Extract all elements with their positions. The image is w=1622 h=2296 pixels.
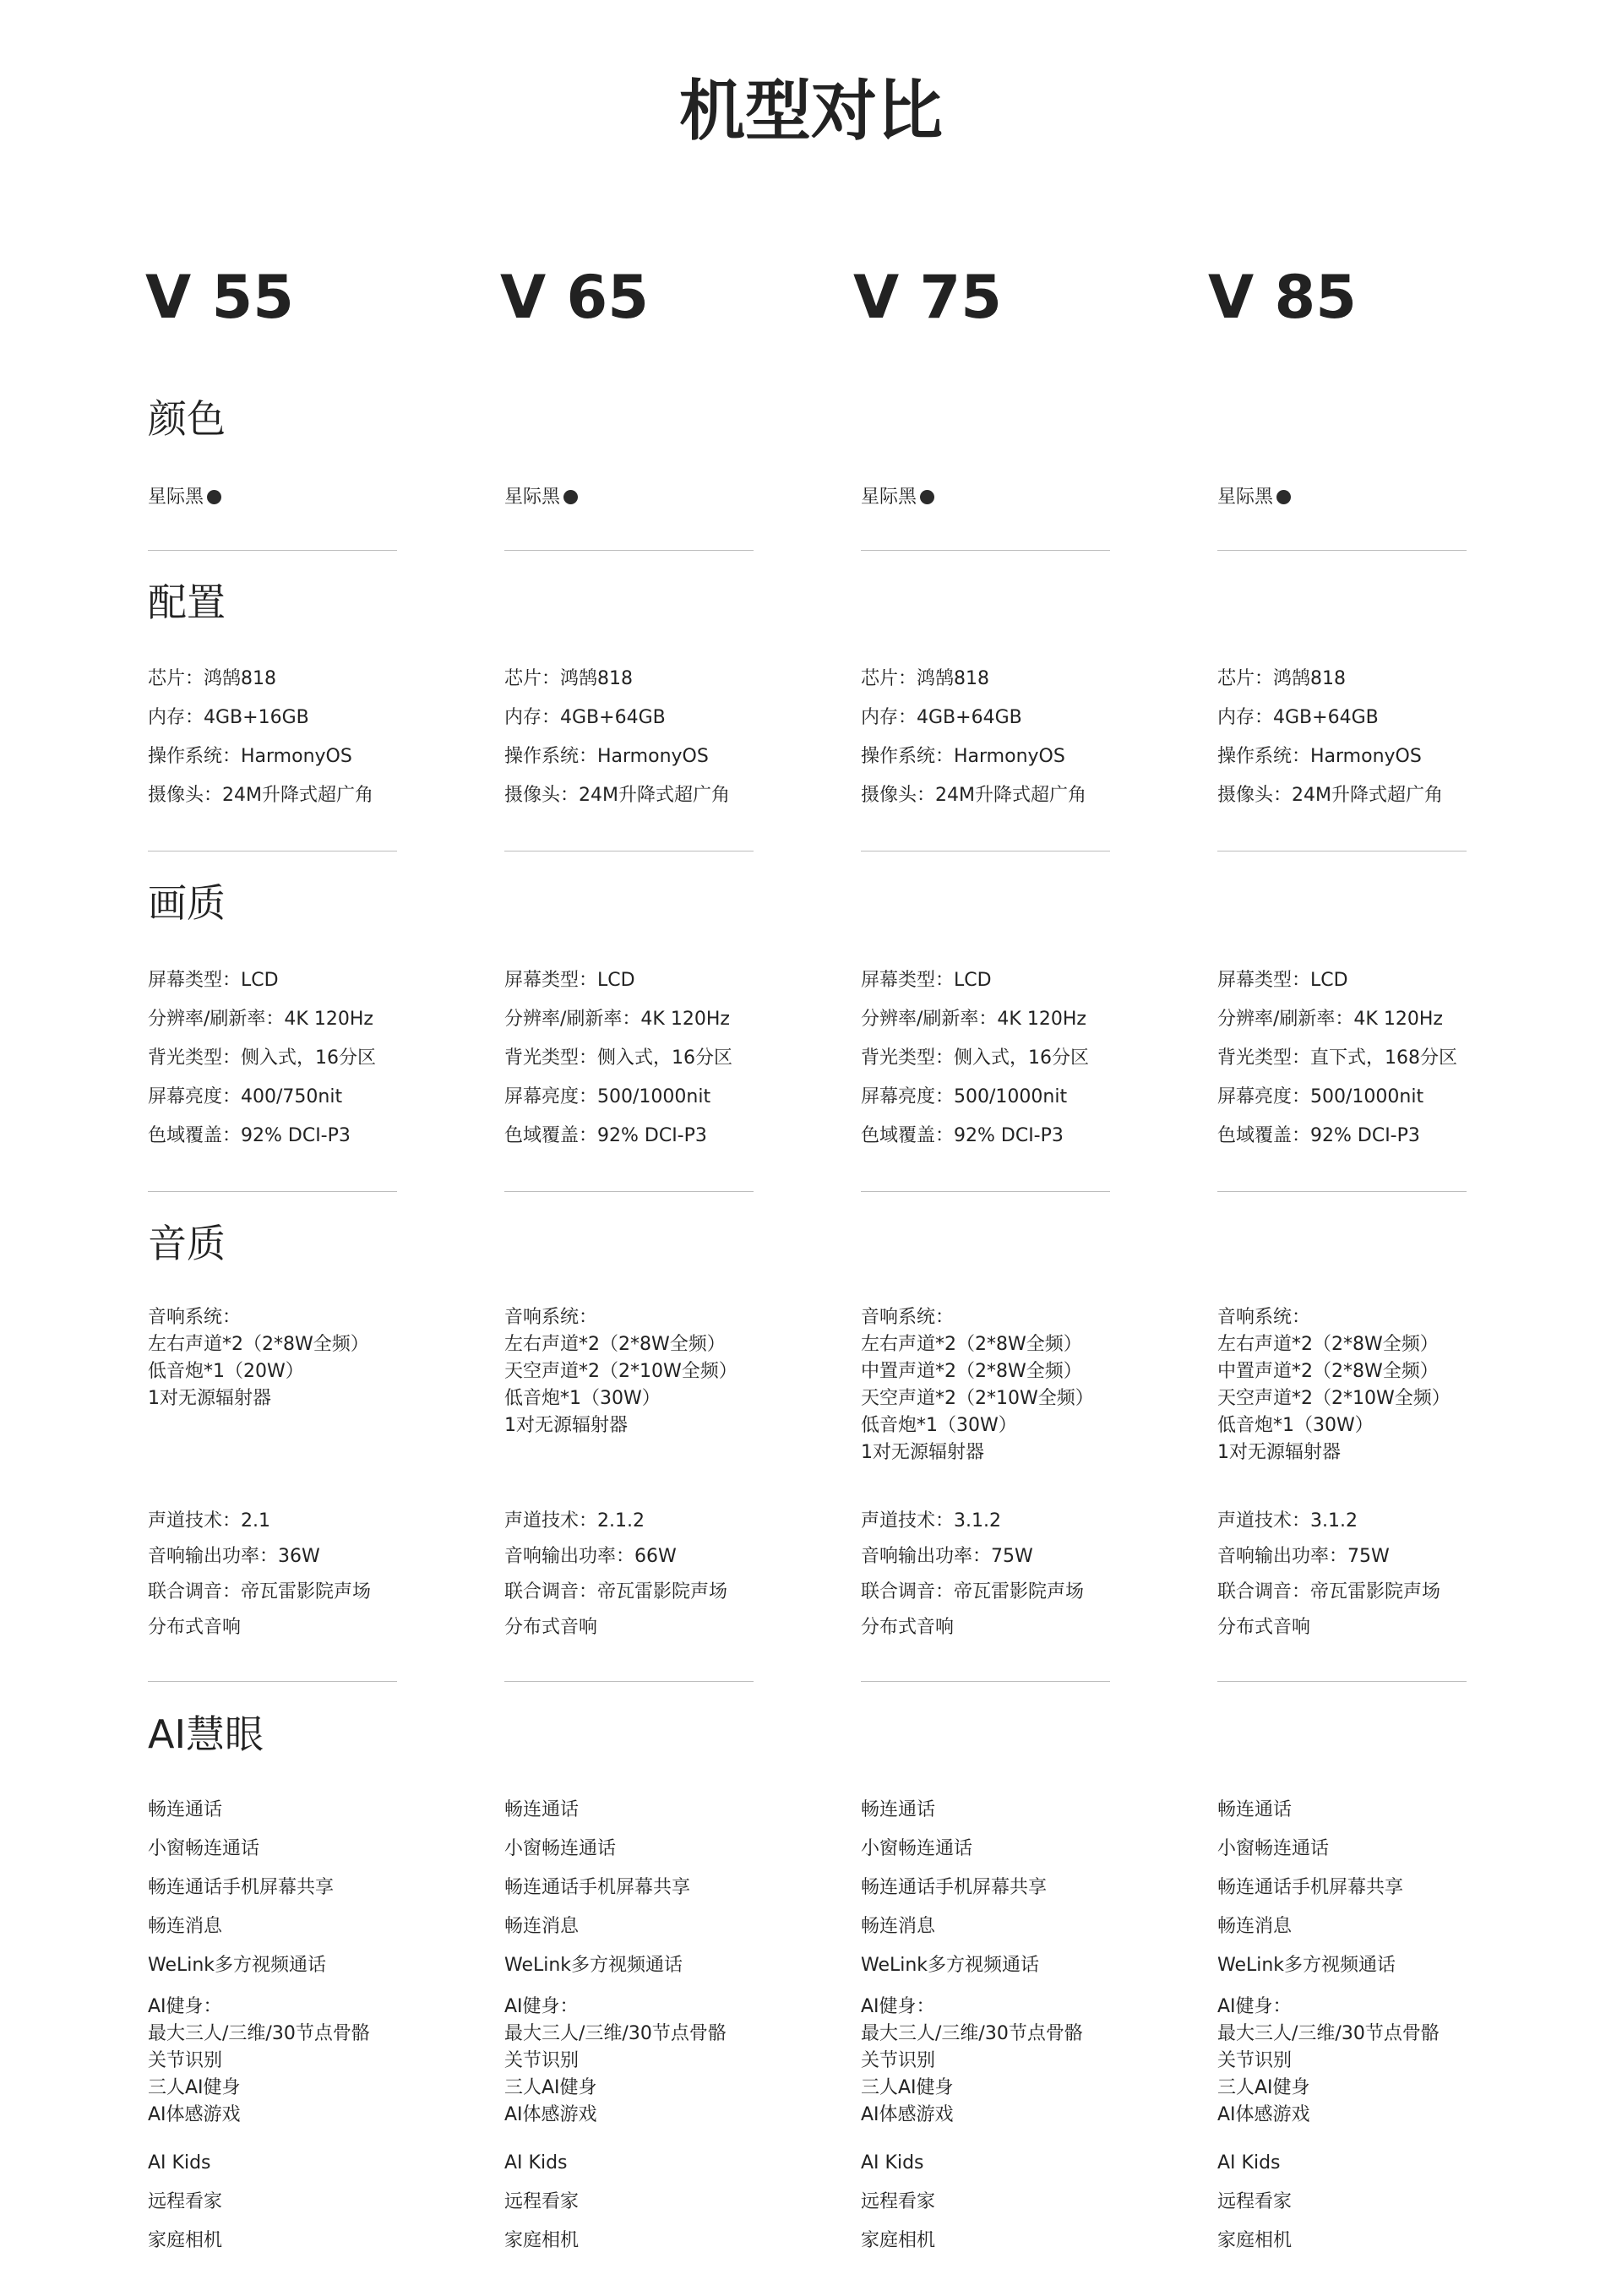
config-spec: 内存：4GB+64GB <box>1217 707 1379 728</box>
ai-fitness-line: AI健身： <box>504 1996 579 2017</box>
audio-system <box>504 1304 738 1439</box>
picture-spec: 分辨率/刷新率：4K 120Hz <box>148 1009 373 1030</box>
picture-spec: 屏幕亮度：500/1000nit <box>1217 1086 1424 1107</box>
picture-spec: 屏幕亮度：500/1000nit <box>504 1086 711 1107</box>
picture-spec: 屏幕类型：LCD <box>148 970 279 991</box>
audio-spec: 联合调音：帝瓦雷影院声场 <box>148 1581 372 1602</box>
picture-cell <box>504 961 732 1156</box>
ai-fitness-line: 最大三人/三维/30节点骨骼 <box>861 2023 1083 2044</box>
ai-fitness-line: AI体感游戏 <box>148 2104 241 2125</box>
audio-system-line: 左右声道*2（2*8W全频） <box>861 1334 1082 1355</box>
audio-spec: 音响输出功率：36W <box>148 1546 320 1567</box>
config-spec: 摄像头：24M升降式超广角 <box>504 785 730 806</box>
audio-specs <box>148 1504 371 1646</box>
config-spec: 操作系统：HarmonyOS <box>148 746 352 767</box>
divider <box>861 1681 1110 1682</box>
spacer <box>504 1985 727 1994</box>
ai-call-feature: 畅连通话手机屏幕共享 <box>861 1877 1048 1898</box>
ai-home-feature: AI Kids <box>504 2152 568 2174</box>
color-option <box>861 478 934 517</box>
config-cell <box>861 660 1086 815</box>
divider <box>1217 1191 1467 1192</box>
picture-spec: 屏幕亮度：400/750nit <box>148 1086 343 1107</box>
audio-system-line: 左右声道*2（2*8W全频） <box>1217 1334 1439 1355</box>
spacer <box>148 2129 370 2144</box>
audio-system-line: 1对无源辐射器 <box>1217 1442 1341 1463</box>
ai-call-feature: 小窗畅连通话 <box>861 1838 973 1859</box>
ai-fitness-line: 关节识别 <box>1217 2050 1293 2071</box>
audio-specs <box>1217 1504 1440 1646</box>
ai-call-feature: 畅连消息 <box>1217 1916 1293 1937</box>
divider <box>861 550 1110 551</box>
model-name: V 85 <box>1208 263 1357 332</box>
audio-spec: 声道技术：3.1.2 <box>1217 1510 1358 1532</box>
picture-cell <box>861 961 1089 1156</box>
ai-call-feature: WeLink多方视频通话 <box>861 1955 1040 1976</box>
audio-system-line: 音响系统： <box>861 1307 955 1328</box>
ai-fitness-line: 三人AI健身 <box>504 2077 597 2098</box>
model-name: V 65 <box>500 263 649 332</box>
audio-spec: 声道技术：2.1 <box>148 1510 270 1532</box>
ai-call-feature: 小窗畅连通话 <box>148 1838 260 1859</box>
color-swatch <box>1276 490 1291 504</box>
ai-fitness-line: 关节识别 <box>504 2050 580 2071</box>
audio-specs <box>504 1504 727 1646</box>
config-spec: 内存：4GB+64GB <box>861 707 1022 728</box>
ai-fitness-line: AI体感游戏 <box>504 2104 597 2125</box>
section-heading-picture: 画质 <box>148 880 226 926</box>
audio-system-line: 1对无源辐射器 <box>861 1442 984 1463</box>
ai-home-feature: 家庭相机 <box>504 2230 580 2251</box>
ai-fitness-line: AI健身： <box>148 1996 222 2017</box>
page-title: 机型对比 <box>678 73 943 150</box>
ai-call-feature: 畅连消息 <box>504 1916 580 1937</box>
color-cell <box>1217 478 1291 517</box>
ai-fitness-line: 关节识别 <box>148 2050 223 2071</box>
picture-cell <box>1217 961 1457 1156</box>
ai-fitness-line: AI健身： <box>861 1996 935 2017</box>
spacer <box>504 2129 727 2144</box>
audio-spec: 分布式音响 <box>1217 1617 1311 1638</box>
audio-system-line: 音响系统： <box>504 1307 598 1328</box>
audio-spec: 音响输出功率：66W <box>504 1546 677 1567</box>
audio-spec: 联合调音：帝瓦雷影院声场 <box>504 1581 728 1602</box>
ai-call-feature: 畅连通话 <box>504 1799 580 1820</box>
audio-system <box>1217 1304 1451 1466</box>
ai-home-feature: 远程看家 <box>861 2191 936 2212</box>
audio-spec: 联合调音：帝瓦雷影院声场 <box>1217 1581 1441 1602</box>
ai-home-feature: AI Kids <box>861 2152 924 2174</box>
section-heading-audio: 音质 <box>148 1221 226 1266</box>
ai-call-feature: 畅连通话手机屏幕共享 <box>1217 1877 1404 1898</box>
ai-cell <box>504 1791 727 2261</box>
ai-call-feature: WeLink多方视频通话 <box>1217 1955 1396 1976</box>
picture-spec: 屏幕类型：LCD <box>861 970 992 991</box>
config-cell <box>148 660 373 815</box>
ai-fitness-line: 三人AI健身 <box>861 2077 954 2098</box>
color-option <box>1217 478 1291 517</box>
config-spec: 芯片：鸿鹄818 <box>504 668 633 689</box>
picture-spec: 分辨率/刷新率：4K 120Hz <box>504 1009 730 1030</box>
audio-system-line: 低音炮*1（20W） <box>148 1361 304 1382</box>
audio-system-line: 中置声道*2（2*8W全频） <box>861 1361 1082 1382</box>
ai-call-feature: 畅连通话手机屏幕共享 <box>148 1877 335 1898</box>
ai-fitness-line: AI体感游戏 <box>1217 2104 1310 2125</box>
ai-call-feature: 小窗畅连通话 <box>1217 1838 1330 1859</box>
config-spec: 摄像头：24M升降式超广角 <box>148 785 373 806</box>
section-heading-config: 配置 <box>148 579 226 625</box>
ai-call-feature: 畅连通话手机屏幕共享 <box>504 1877 691 1898</box>
divider <box>1217 550 1467 551</box>
picture-spec: 色域覆盖：92% DCI-P3 <box>861 1125 1064 1146</box>
ai-call-feature: WeLink多方视频通话 <box>148 1955 327 1976</box>
ai-fitness-line: 三人AI健身 <box>148 2077 241 2098</box>
ai-home-feature: 远程看家 <box>1217 2191 1293 2212</box>
model-name: V 75 <box>853 263 1002 332</box>
model-name: V 55 <box>145 263 294 332</box>
color-option <box>504 478 578 517</box>
section-heading-ai: AI慧眼 <box>148 1711 264 1757</box>
ai-fitness-line: 关节识别 <box>861 2050 936 2071</box>
ai-cell <box>861 1791 1083 2261</box>
spacer <box>1217 1985 1440 1994</box>
color-label: 星际黑 <box>1217 487 1274 508</box>
ai-call-feature: 畅连通话 <box>861 1799 936 1820</box>
config-spec: 操作系统：HarmonyOS <box>504 746 709 767</box>
color-cell <box>861 478 934 517</box>
color-swatch <box>563 490 578 504</box>
ai-home-feature: 家庭相机 <box>861 2230 936 2251</box>
picture-spec: 屏幕亮度：500/1000nit <box>861 1086 1068 1107</box>
divider <box>861 1191 1110 1192</box>
config-spec: 芯片：鸿鹄818 <box>148 668 276 689</box>
color-label: 星际黑 <box>148 487 204 508</box>
audio-spec: 分布式音响 <box>504 1617 598 1638</box>
picture-spec: 背光类型：直下式，168分区 <box>1217 1047 1457 1069</box>
color-swatch <box>207 490 221 504</box>
audio-system-line: 天空声道*2（2*10W全频） <box>504 1361 738 1382</box>
picture-spec: 色域覆盖：92% DCI-P3 <box>1217 1125 1420 1146</box>
config-cell <box>504 660 730 815</box>
audio-system-line: 天空声道*2（2*10W全频） <box>1217 1388 1451 1409</box>
divider <box>148 1191 397 1192</box>
divider <box>504 1681 754 1682</box>
config-spec: 操作系统：HarmonyOS <box>1217 746 1422 767</box>
ai-home-feature: 远程看家 <box>148 2191 223 2212</box>
ai-cell <box>148 1791 370 2261</box>
divider <box>504 1191 754 1192</box>
color-label: 星际黑 <box>504 487 561 508</box>
ai-fitness-line: 最大三人/三维/30节点骨骼 <box>148 2023 370 2044</box>
picture-spec: 色域覆盖：92% DCI-P3 <box>504 1125 707 1146</box>
picture-spec: 屏幕类型：LCD <box>1217 970 1348 991</box>
audio-system-line: 低音炮*1（30W） <box>861 1415 1017 1436</box>
audio-system-line: 音响系统： <box>1217 1307 1311 1328</box>
ai-fitness-line: AI健身： <box>1217 1996 1292 2017</box>
ai-home-feature: AI Kids <box>148 2152 211 2174</box>
config-spec: 芯片：鸿鹄818 <box>861 668 989 689</box>
color-label: 星际黑 <box>861 487 917 508</box>
color-option <box>148 478 221 517</box>
audio-spec: 联合调音：帝瓦雷影院声场 <box>861 1581 1085 1602</box>
spacer <box>861 1985 1083 1994</box>
divider <box>148 1681 397 1682</box>
picture-spec: 分辨率/刷新率：4K 120Hz <box>861 1009 1086 1030</box>
section-heading-color: 颜色 <box>148 396 226 442</box>
audio-spec: 分布式音响 <box>861 1617 955 1638</box>
config-spec: 内存：4GB+16GB <box>148 707 309 728</box>
config-spec: 操作系统：HarmonyOS <box>861 746 1065 767</box>
ai-call-feature: 小窗畅连通话 <box>504 1838 617 1859</box>
audio-system-line: 左右声道*2（2*8W全频） <box>504 1334 726 1355</box>
config-spec: 摄像头：24M升降式超广角 <box>861 785 1086 806</box>
config-cell <box>1217 660 1443 815</box>
config-spec: 摄像头：24M升降式超广角 <box>1217 785 1443 806</box>
picture-cell <box>148 961 376 1156</box>
audio-system-line: 音响系统： <box>148 1307 242 1328</box>
ai-call-feature: 畅连通话 <box>1217 1799 1293 1820</box>
ai-fitness-line: AI体感游戏 <box>861 2104 954 2125</box>
ai-fitness-line: 最大三人/三维/30节点骨骼 <box>504 2023 727 2044</box>
spacer <box>861 2129 1083 2144</box>
ai-home-feature: AI Kids <box>1217 2152 1281 2174</box>
spacer <box>148 1985 370 1994</box>
picture-spec: 分辨率/刷新率：4K 120Hz <box>1217 1009 1443 1030</box>
ai-call-feature: WeLink多方视频通话 <box>504 1955 683 1976</box>
audio-spec: 分布式音响 <box>148 1617 242 1638</box>
audio-system-line: 左右声道*2（2*8W全频） <box>148 1334 369 1355</box>
audio-spec: 声道技术：3.1.2 <box>861 1510 1001 1532</box>
ai-home-feature: 家庭相机 <box>148 2230 223 2251</box>
config-spec: 内存：4GB+64GB <box>504 707 666 728</box>
audio-system-line: 天空声道*2（2*10W全频） <box>861 1388 1094 1409</box>
audio-system <box>861 1304 1094 1466</box>
audio-specs <box>861 1504 1084 1646</box>
picture-spec: 背光类型：侧入式，16分区 <box>861 1047 1089 1069</box>
audio-system-line: 1对无源辐射器 <box>148 1388 271 1409</box>
audio-system-line: 中置声道*2（2*8W全频） <box>1217 1361 1439 1382</box>
divider <box>148 550 397 551</box>
ai-call-feature: 畅连消息 <box>148 1916 223 1937</box>
audio-spec: 声道技术：2.1.2 <box>504 1510 645 1532</box>
audio-system-line: 1对无源辐射器 <box>504 1415 628 1436</box>
color-swatch <box>920 490 934 504</box>
picture-spec: 背光类型：侧入式，16分区 <box>148 1047 376 1069</box>
audio-system-line: 低音炮*1（30W） <box>1217 1415 1374 1436</box>
ai-call-feature: 畅连消息 <box>861 1916 936 1937</box>
audio-spec: 音响输出功率：75W <box>1217 1546 1390 1567</box>
audio-system-line: 低音炮*1（30W） <box>504 1388 661 1409</box>
audio-spec: 音响输出功率：75W <box>861 1546 1033 1567</box>
divider <box>1217 1681 1467 1682</box>
audio-system <box>148 1304 369 1412</box>
spacer <box>1217 2129 1440 2144</box>
picture-spec: 色域覆盖：92% DCI-P3 <box>148 1125 351 1146</box>
ai-home-feature: 家庭相机 <box>1217 2230 1293 2251</box>
config-spec: 芯片：鸿鹄818 <box>1217 668 1346 689</box>
color-cell <box>504 478 578 517</box>
color-cell <box>148 478 221 517</box>
divider <box>504 550 754 551</box>
ai-call-feature: 畅连通话 <box>148 1799 223 1820</box>
picture-spec: 背光类型：侧入式，16分区 <box>504 1047 732 1069</box>
ai-fitness-line: 三人AI健身 <box>1217 2077 1310 2098</box>
ai-home-feature: 远程看家 <box>504 2191 580 2212</box>
picture-spec: 屏幕类型：LCD <box>504 970 635 991</box>
ai-cell <box>1217 1791 1440 2261</box>
ai-fitness-line: 最大三人/三维/30节点骨骼 <box>1217 2023 1440 2044</box>
